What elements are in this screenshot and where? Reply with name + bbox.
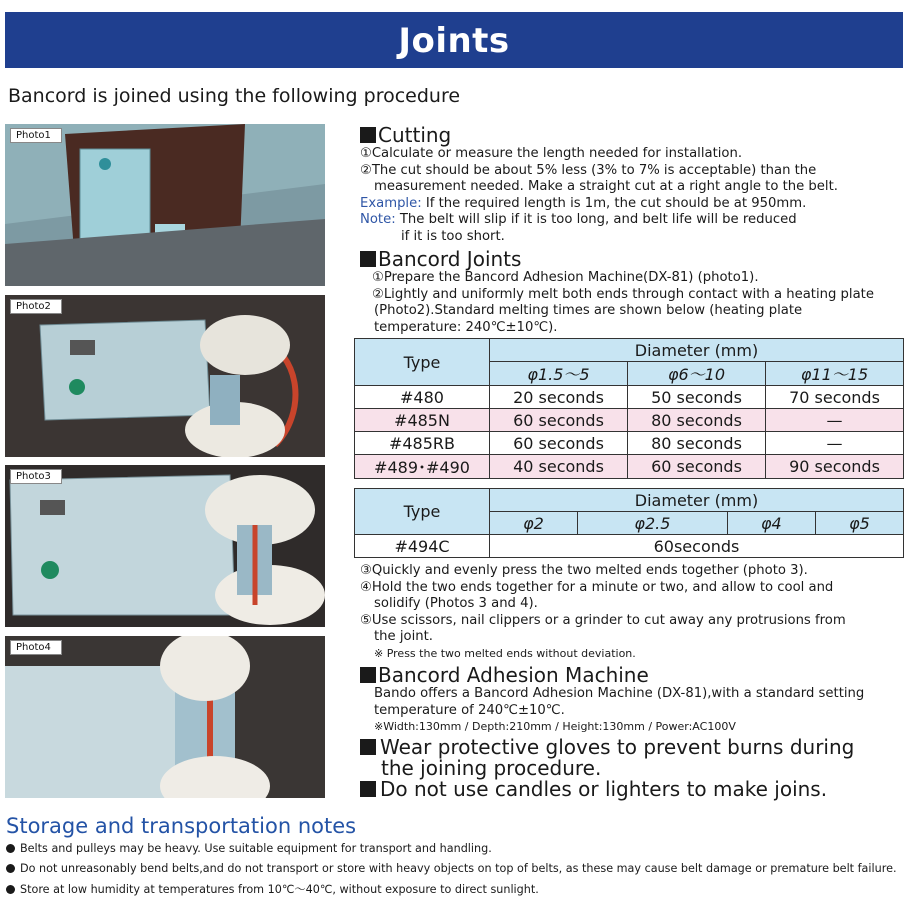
table-cell: 60 seconds <box>628 455 766 479</box>
storage-note-3-text: Store at low humidity at temperatures from 10℃～40℃, without exposure to direct sunlight. <box>20 883 539 896</box>
row-type: #489･#490 <box>355 455 490 479</box>
warnings-section <box>360 737 908 800</box>
joints-step-1: ①Prepare the Bancord Adhesion Machine(DX-81) (photo1). <box>372 270 759 285</box>
cutting-heading-text: Cutting <box>378 123 452 147</box>
warning-2-text: Do not use candles or lighters to make joins. <box>380 777 828 801</box>
melting-time-table-1 <box>354 338 904 479</box>
storage-note-1 <box>6 842 492 855</box>
machine-heading-text: Bancord Adhesion Machine <box>378 663 649 687</box>
row-type: #494C <box>355 535 490 558</box>
table-cell: 60 seconds <box>490 432 628 455</box>
bullet-icon <box>6 864 15 873</box>
photo-1-image <box>5 124 325 286</box>
photo-4-image <box>5 636 325 798</box>
warning-2 <box>360 779 908 800</box>
note-label: Note: <box>360 212 396 227</box>
step-4b: solidify (Photos 3 and 4). <box>374 596 538 611</box>
step-4a: ④Hold the two ends together for a minute or two, and allow to cool and <box>360 579 834 595</box>
table-cell: 60 seconds <box>490 409 628 432</box>
cutting-section <box>360 124 908 245</box>
example-label: Example: <box>360 195 422 211</box>
steps-after-section <box>360 563 908 661</box>
step-note: ※ Press the two melted ends without deviation. <box>374 646 636 660</box>
cutting-note <box>360 212 908 229</box>
bullet-icon <box>6 885 15 894</box>
joints-section <box>360 248 908 336</box>
photo-1 <box>5 124 325 286</box>
cutting-step-2a: ②The cut should be about 5% less (3% to 7% is acceptable) than the <box>360 162 817 178</box>
table-cell: 80 seconds <box>628 432 766 455</box>
step-5a: ⑤Use scissors, nail clippers or a grinder to cut away any protrusions from <box>360 612 846 628</box>
page-banner: Joints <box>5 12 903 68</box>
table-cell: 70 seconds <box>766 386 904 409</box>
intro-text: Bancord is joined using the following procedure <box>8 85 461 107</box>
photo-3-label: Photo3 <box>10 469 62 484</box>
diameter-col-1: φ2 <box>490 512 578 535</box>
warning-1b: the joining procedure. <box>381 756 602 780</box>
table-cell: — <box>766 432 904 455</box>
warning-1-text: Wear protective gloves to prevent burns during <box>380 735 855 759</box>
cutting-step-2b: measurement needed. Make a straight cut at a right angle to the belt. <box>374 179 838 194</box>
table-cell: 40 seconds <box>490 455 628 479</box>
table-cell: 60seconds <box>490 535 904 558</box>
note-text-a: The belt will slip if it is too long, and belt life will be reduced <box>395 212 797 227</box>
row-type: #485RB <box>355 432 490 455</box>
diameter-col-1: φ1.5～5 <box>490 362 628 386</box>
bullet-icon <box>6 844 15 853</box>
step-3: ③Quickly and evenly press the two melted ends together (photo 3). <box>360 563 808 578</box>
table-row <box>355 455 904 479</box>
type-header: Type <box>355 339 490 386</box>
row-type: #480 <box>355 386 490 409</box>
machine-heading <box>360 664 908 686</box>
table-row <box>355 409 904 432</box>
square-bullet-icon <box>360 251 376 267</box>
machine-line-2: temperature of 240℃±10℃. <box>374 702 565 718</box>
diameter-col-4: φ5 <box>815 512 903 535</box>
step-5b: the joint. <box>374 629 433 644</box>
joints-heading-text: Bancord Joints <box>378 247 522 271</box>
square-bullet-icon <box>360 667 376 683</box>
photo-2-image <box>5 295 325 457</box>
table-row <box>355 535 904 558</box>
note-text-b: if it is too short. <box>401 228 505 244</box>
cutting-heading <box>360 124 908 146</box>
diameter-header: Diameter (mm) <box>490 339 904 362</box>
storage-note-2-text: Do not unreasonably bend belts,and do not transport or store with heavy objects on top of belts, as these may cause belt damage or premature belt failure. <box>20 862 897 875</box>
photo-2-label: Photo2 <box>10 299 62 314</box>
diameter-col-2: φ6～10 <box>628 362 766 386</box>
table-row <box>355 386 904 409</box>
photo-4-label: Photo4 <box>10 640 62 655</box>
table-cell: — <box>766 409 904 432</box>
square-bullet-icon <box>360 739 376 755</box>
diameter-header: Diameter (mm) <box>490 489 904 512</box>
row-type: #485N <box>355 409 490 432</box>
type-header: Type <box>355 489 490 535</box>
square-bullet-icon <box>360 781 376 797</box>
joints-step-2c: temperature: 240℃±10℃). <box>374 319 558 335</box>
cutting-example <box>360 196 908 213</box>
storage-note-1-text: Belts and pulleys may be heavy. Use suitable equipment for transport and handling. <box>20 842 492 855</box>
melting-time-table-2 <box>354 488 904 558</box>
diameter-col-2: φ2.5 <box>578 512 728 535</box>
table-cell: 90 seconds <box>766 455 904 479</box>
warning-1 <box>360 737 908 758</box>
diameter-col-3: φ11～15 <box>766 362 904 386</box>
table-cell: 50 seconds <box>628 386 766 409</box>
machine-spec: ※Width:130mm / Depth:210mm / Height:130mm / Power:AC100V <box>374 720 736 733</box>
storage-note-3 <box>6 881 539 897</box>
storage-title: Storage and transportation notes <box>6 814 357 838</box>
table-row <box>355 432 904 455</box>
table-cell: 80 seconds <box>628 409 766 432</box>
joints-step-2b: (Photo2).Standard melting times are shown below (heating plate <box>374 303 803 318</box>
photo-1-label: Photo1 <box>10 128 62 143</box>
table-cell: 20 seconds <box>490 386 628 409</box>
storage-note-2 <box>6 862 897 875</box>
joints-step-2a: ②Lightly and uniformly melt both ends through contact with a heating plate <box>372 286 874 302</box>
photo-2 <box>5 295 325 457</box>
photo-3-image <box>5 465 325 627</box>
joints-heading <box>360 248 908 270</box>
machine-line-1: Bando offers a Bancord Adhesion Machine (DX-81),with a standard setting <box>374 686 865 701</box>
cutting-step-1: ①Calculate or measure the length needed for installation. <box>360 146 743 161</box>
machine-section <box>360 664 908 734</box>
diameter-col-3: φ4 <box>727 512 815 535</box>
example-text: If the required length is 1m, the cut should be at 950mm. <box>421 195 807 211</box>
square-bullet-icon <box>360 127 376 143</box>
photo-3 <box>5 465 325 627</box>
photo-4 <box>5 636 325 798</box>
